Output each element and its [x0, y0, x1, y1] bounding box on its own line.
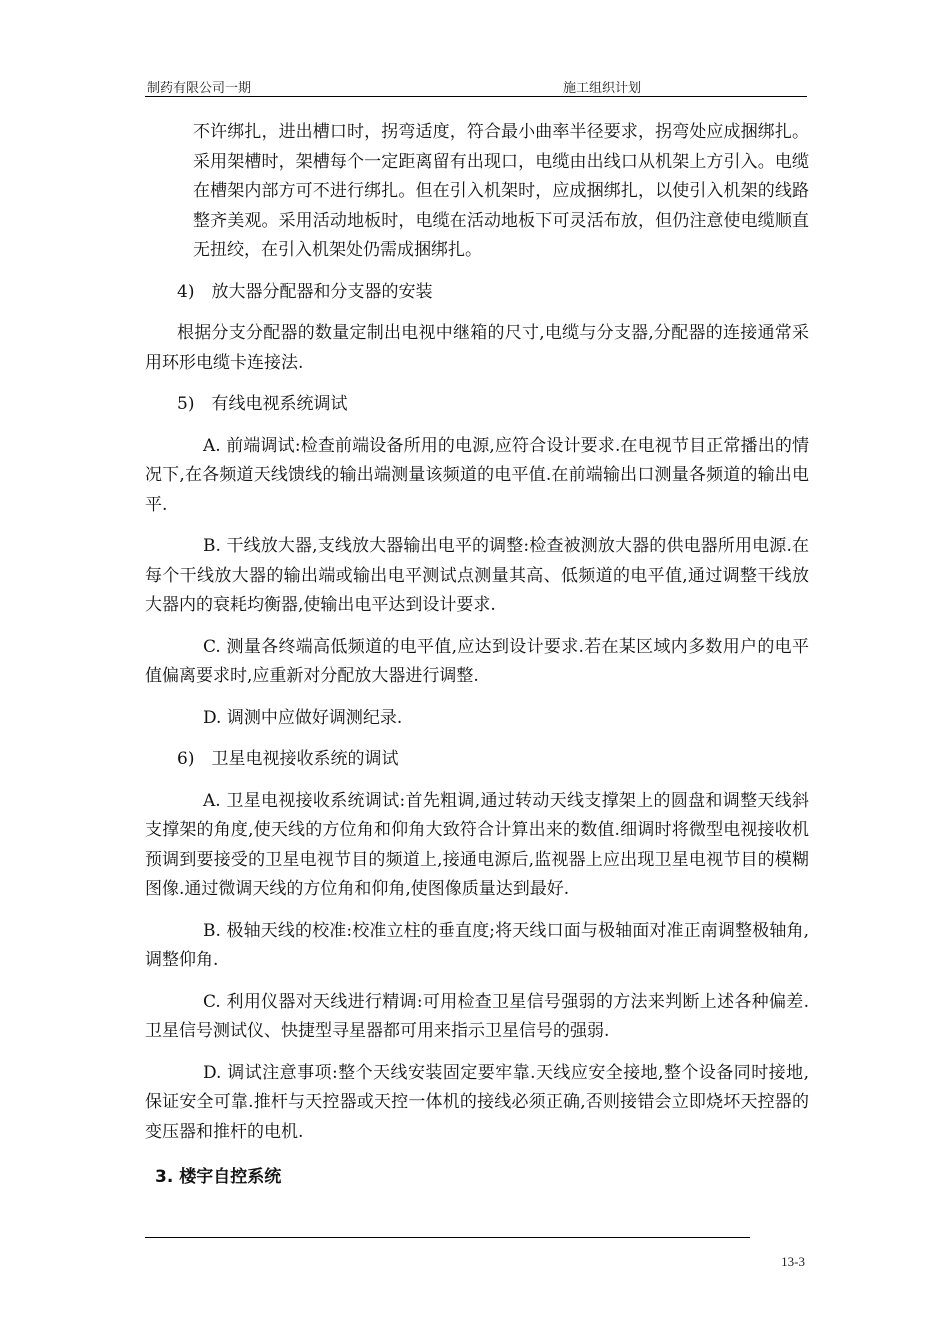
subheading-5: 5) 有线电视系统调试: [177, 394, 348, 414]
footer-rule: [145, 1237, 750, 1238]
page-body: [145, 118, 809, 1193]
intro-paragraph: 不许绑扎，进出槽口时，拐弯适度，符合最小曲率半径要求，拐弯处应成捆绑扎。采用架槽时，架槽每个一定距离留有出现口，电缆由出线口从机架上方引入。电缆在槽架内部方可不进行绑扎。但在引入机架时，应成捆绑扎，以使引入机架的线路整齐美观。采用活动地板时，电缆在活动地板下可灵活布放，但仍注意使电缆顺直无扭绞，在引入机架处仍需成捆绑扎。: [193, 122, 809, 260]
paragraph-6c: C. 利用仪器对天线进行精调:可用检查卫星信号强弱的方法来判断上述各种偏差.卫星信号测试仪、快捷型寻星器都可用来指示卫星信号的强弱.: [145, 991, 809, 1041]
subheading-6: 6) 卫星电视接收系统的调试: [177, 749, 399, 769]
paragraph-6a: A. 卫星电视接收系统调试:首先粗调,通过转动天线支撑架上的圆盘和调整天线斜支撑架的角度,使天线的方位角和仰角大致符合计算出来的数值.细调时将微型电视接收机预调到要接受的卫星电视节目的频道上,接通电源后,监视器上应出现卫星电视节目的模糊图像.通过微调天线的方位角和仰角,使图像质量达到最好.: [145, 790, 809, 899]
paragraph-5a: A. 前端调试:检查前端设备所用的电源,应符合设计要求.在电视节目正常播出的情况下,在各频道天线馈线的输出端测量该频道的电平值.在前端输出口测量各频道的输出电平.: [145, 435, 809, 515]
paragraph-6d: D. 调试注意事项:整个天线安装固定要牢靠.天线应安全接地,整个设备同时接地,保证安全可靠.推杆与天控器或天控一体机的接线必须正确,否则接错会立即烧坏天控器的变压器和推杆的电机.: [145, 1062, 809, 1142]
paragraph-6b: B. 极轴天线的校准:校准立柱的垂直度;将天线口面与极轴面对准正南调整极轴角,调整仰角.: [145, 920, 809, 970]
paragraph-5c: C. 测量各终端高低频道的电平值,应达到设计要求.若在某区域内多数用户的电平值偏离要求时,应重新对分配放大器进行调整.: [145, 636, 809, 686]
paragraph-4: 根据分支分配器的数量定制出电视中继箱的尺寸,电缆与分支器,分配器的连接通常采用环形电缆卡连接法.: [145, 323, 809, 373]
paragraph-5b: B. 干线放大器,支线放大器输出电平的调整:检查被测放大器的供电器所用电源.在每个干线放大器的输出端或输出电平测试点测量其高、低频道的电平值,通过调整干线放大器内的衰耗均衡器,使输出电平达到设计要求.: [145, 536, 809, 615]
section-heading-3: 3. 楼宇自控系统: [155, 1167, 282, 1187]
header-company: 制药有限公司一期: [147, 80, 252, 95]
subheading-4: 4) 放大器分配器和分支器的安装: [177, 281, 433, 302]
page-header: [145, 76, 807, 97]
header-doc-title: 施工组织计划: [563, 80, 642, 95]
paragraph-5d: D. 调测中应做好调测纪录.: [203, 707, 403, 728]
page-number: 13-3: [781, 1254, 805, 1269]
